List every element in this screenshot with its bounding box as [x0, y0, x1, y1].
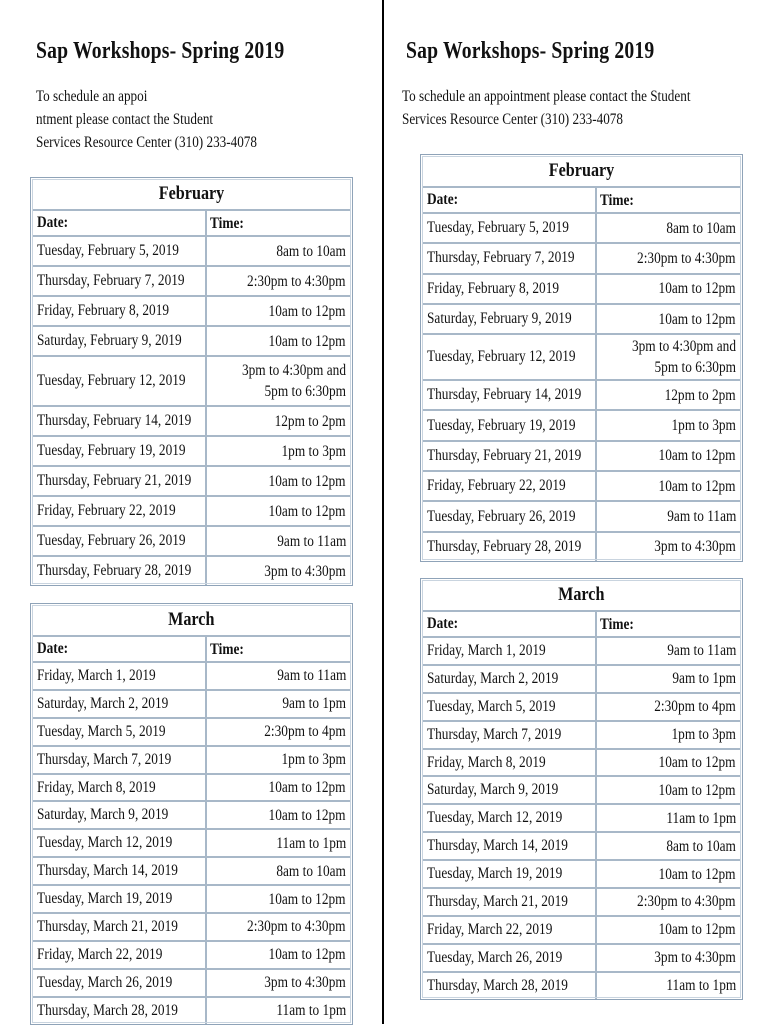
- table-title: February: [423, 155, 740, 188]
- page-divider: [382, 0, 384, 1024]
- date-cell: Friday, February 22, 2019: [33, 497, 207, 525]
- intro-line: ntment please contact the Student: [36, 111, 214, 128]
- date-cell: Thursday, February 21, 2019: [423, 442, 597, 470]
- time-cell: 10am to 12pm: [268, 302, 346, 320]
- table-row: [423, 889, 740, 917]
- intro-text: [402, 85, 690, 131]
- table-row: [33, 942, 350, 970]
- table-row: [423, 275, 740, 305]
- date-cell: Friday, March 1, 2019: [423, 638, 597, 664]
- table-row: [33, 297, 350, 327]
- date-cell: Friday, February 8, 2019: [33, 297, 207, 325]
- time-header: Time:: [210, 640, 244, 658]
- table-row: [33, 858, 350, 886]
- table-row: [33, 691, 350, 719]
- date-cell: Tuesday, February 19, 2019: [33, 437, 207, 465]
- table-row: [423, 973, 740, 999]
- date-cell: Thursday, February 7, 2019: [33, 267, 207, 295]
- time-cell: 1pm to 3pm: [671, 417, 736, 435]
- table-row: [423, 638, 740, 666]
- date-cell: Tuesday, February 12, 2019: [423, 335, 597, 379]
- table-row: [423, 833, 740, 861]
- date-cell: Saturday, February 9, 2019: [33, 327, 207, 355]
- time-cell: 10am to 12pm: [658, 865, 736, 883]
- time-line: 5pm to 6:30pm: [654, 359, 736, 377]
- time-cell: 3pm to 4:30pm: [654, 949, 736, 967]
- intro-text: [36, 85, 257, 154]
- date-cell: Tuesday, March 26, 2019: [33, 970, 207, 996]
- time-line: 3pm to 4:30pm and: [241, 362, 346, 379]
- date-cell: Saturday, February 9, 2019: [423, 305, 597, 333]
- date-cell: Thursday, March 7, 2019: [423, 722, 597, 748]
- date-header: Date:: [423, 612, 597, 636]
- table-row: [33, 663, 350, 691]
- table-row: [33, 437, 350, 467]
- table-row: [33, 775, 350, 803]
- time-header: Time:: [210, 214, 244, 232]
- time-cell: 9am to 11am: [276, 667, 346, 685]
- march-table: [30, 603, 353, 1025]
- table-row: [423, 472, 740, 502]
- time-cell: 10am to 12pm: [658, 447, 736, 465]
- date-cell: Thursday, March 21, 2019: [33, 914, 207, 940]
- table-title: March: [423, 579, 740, 612]
- time-cell: 2:30pm to 4pm: [654, 698, 736, 716]
- time-cell: 10am to 12pm: [268, 890, 346, 908]
- time-cell: 11am to 1pm: [666, 977, 736, 995]
- date-cell: Friday, March 22, 2019: [33, 942, 207, 968]
- intro-line: To schedule an appoi: [36, 88, 148, 105]
- table-row: [33, 802, 350, 830]
- time-cell: 10am to 12pm: [658, 754, 736, 771]
- table-row: [33, 267, 350, 297]
- date-cell: Thursday, February 14, 2019: [33, 407, 207, 435]
- date-cell: Thursday, February 28, 2019: [33, 557, 207, 585]
- time-cell: 8am to 10am: [666, 837, 736, 855]
- date-cell: Tuesday, March 5, 2019: [33, 719, 207, 745]
- time-cell: [207, 357, 350, 405]
- date-cell: Friday, March 22, 2019: [423, 917, 597, 943]
- table-row: [423, 861, 740, 889]
- time-cell: 10am to 12pm: [658, 310, 736, 328]
- time-line: 5pm to 6:30pm: [264, 383, 346, 400]
- date-cell: Friday, March 1, 2019: [33, 663, 207, 689]
- date-cell: Saturday, March 9, 2019: [423, 777, 597, 803]
- table-row: [423, 805, 740, 833]
- date-cell: Thursday, March 21, 2019: [423, 889, 597, 915]
- time-cell: 9am to 1pm: [672, 670, 736, 688]
- table-row: [33, 357, 350, 407]
- date-cell: Friday, February 22, 2019: [423, 472, 597, 500]
- table-row: [423, 945, 740, 973]
- time-cell: 1pm to 3pm: [281, 751, 346, 769]
- date-cell: Tuesday, March 19, 2019: [423, 861, 597, 887]
- time-cell: 2:30pm to 4:30pm: [247, 272, 346, 290]
- table-row: [33, 998, 350, 1024]
- table-row: [33, 407, 350, 437]
- date-header: Date:: [33, 637, 207, 661]
- table-row: [33, 970, 350, 998]
- table-title: February: [33, 178, 350, 211]
- date-cell: Tuesday, February 12, 2019: [33, 357, 207, 405]
- table-header-row: [423, 612, 740, 638]
- table-row: [423, 411, 740, 441]
- time-cell: 10am to 12pm: [268, 946, 346, 964]
- date-cell: Thursday, March 14, 2019: [33, 858, 207, 884]
- time-cell: 9am to 11am: [276, 532, 346, 550]
- table-row: [33, 467, 350, 497]
- date-cell: Tuesday, March 19, 2019: [33, 886, 207, 912]
- date-cell: Tuesday, February 26, 2019: [423, 502, 597, 530]
- date-header: Date:: [423, 188, 597, 212]
- time-cell: 10am to 12pm: [658, 921, 736, 939]
- date-header: Date:: [33, 211, 207, 235]
- table-row: [423, 722, 740, 750]
- table-row: [33, 830, 350, 858]
- table-row: [423, 777, 740, 805]
- time-cell: 2:30pm to 4pm: [264, 723, 346, 741]
- date-cell: Tuesday, February 26, 2019: [33, 527, 207, 555]
- time-cell: 11am to 1pm: [276, 1002, 346, 1020]
- time-cell: 9am to 11am: [666, 642, 736, 660]
- table-row: [423, 502, 740, 532]
- time-cell: 12pm to 2pm: [274, 412, 346, 430]
- table-row: [33, 237, 350, 267]
- table-row: [423, 750, 740, 778]
- intro-line: Services Resource Center (310) 233-4078: [36, 134, 257, 151]
- date-cell: Saturday, March 9, 2019: [33, 802, 207, 828]
- february-table: [30, 177, 353, 586]
- date-cell: Saturday, March 2, 2019: [423, 666, 597, 692]
- table-row: [423, 381, 740, 411]
- intro-line: To schedule an appointment please contact the Student: [402, 88, 691, 105]
- march-table: [420, 578, 743, 1000]
- time-cell: 8am to 10am: [276, 862, 346, 880]
- time-cell: 8am to 10am: [276, 242, 346, 260]
- table-row: [33, 914, 350, 942]
- time-cell: 10am to 12pm: [658, 280, 736, 298]
- time-cell: 3pm to 4:30pm: [264, 562, 346, 580]
- time-cell: 10am to 12pm: [268, 502, 346, 520]
- date-cell: Friday, March 8, 2019: [33, 775, 207, 801]
- time-cell: 3pm to 4:30pm: [654, 538, 736, 556]
- table-row: [33, 747, 350, 775]
- time-cell: 2:30pm to 4:30pm: [247, 918, 346, 936]
- date-cell: Thursday, March 28, 2019: [33, 998, 207, 1024]
- date-cell: Friday, March 8, 2019: [423, 750, 597, 776]
- table-row: [423, 244, 740, 274]
- date-cell: Friday, February 8, 2019: [423, 275, 597, 303]
- table-row: [423, 305, 740, 335]
- date-cell: Thursday, February 28, 2019: [423, 533, 597, 561]
- page-title: Sap Workshops- Spring 2019: [36, 38, 285, 64]
- february-table: [420, 154, 743, 562]
- table-header-row: [423, 188, 740, 214]
- date-cell: Thursday, February 21, 2019: [33, 467, 207, 495]
- date-cell: Tuesday, March 12, 2019: [423, 805, 597, 831]
- time-cell: 10am to 12pm: [268, 779, 346, 796]
- date-cell: Tuesday, February 5, 2019: [33, 237, 207, 265]
- table-row: [423, 694, 740, 722]
- time-cell: 10am to 12pm: [268, 472, 346, 490]
- table-row: [33, 327, 350, 357]
- table-row: [423, 666, 740, 694]
- table-row: [423, 335, 740, 381]
- date-cell: Tuesday, March 26, 2019: [423, 945, 597, 971]
- time-line: 3pm to 4:30pm and: [631, 338, 736, 356]
- time-header: Time:: [600, 191, 634, 209]
- time-cell: 2:30pm to 4:30pm: [637, 249, 736, 267]
- table-row: [423, 533, 740, 561]
- table-title: March: [33, 604, 350, 637]
- time-cell: 10am to 12pm: [658, 477, 736, 495]
- time-cell: 11am to 1pm: [276, 834, 346, 852]
- time-cell: 12pm to 2pm: [664, 386, 736, 404]
- table-row: [33, 497, 350, 527]
- time-cell: [597, 335, 740, 379]
- time-cell: 2:30pm to 4:30pm: [637, 893, 736, 911]
- date-cell: Thursday, February 7, 2019: [423, 244, 597, 272]
- table-row: [423, 214, 740, 244]
- time-cell: 10am to 12pm: [268, 332, 346, 350]
- time-cell: 1pm to 3pm: [671, 726, 736, 744]
- table-row: [33, 557, 350, 585]
- date-cell: Tuesday, March 5, 2019: [423, 694, 597, 720]
- date-cell: Tuesday, March 12, 2019: [33, 830, 207, 856]
- table-row: [33, 527, 350, 557]
- date-cell: Thursday, March 7, 2019: [33, 747, 207, 773]
- table-row: [423, 917, 740, 945]
- time-cell: 11am to 1pm: [666, 809, 736, 827]
- table-row: [423, 442, 740, 472]
- intro-line: Services Resource Center (310) 233-4078: [402, 111, 623, 128]
- date-cell: Thursday, March 28, 2019: [423, 973, 597, 999]
- table-header-row: [33, 211, 350, 237]
- time-header: Time:: [600, 615, 634, 633]
- table-header-row: [33, 637, 350, 663]
- date-cell: Tuesday, February 5, 2019: [423, 214, 597, 242]
- time-cell: 3pm to 4:30pm: [264, 974, 346, 992]
- table-row: [33, 719, 350, 747]
- date-cell: Tuesday, February 19, 2019: [423, 411, 597, 439]
- time-cell: 10am to 12pm: [658, 781, 736, 799]
- date-cell: Thursday, March 14, 2019: [423, 833, 597, 859]
- time-cell: 9am to 1pm: [282, 695, 346, 713]
- time-cell: 9am to 11am: [666, 508, 736, 526]
- time-cell: 1pm to 3pm: [281, 442, 346, 460]
- date-cell: Saturday, March 2, 2019: [33, 691, 207, 717]
- time-cell: 10am to 12pm: [268, 806, 346, 824]
- table-row: [33, 886, 350, 914]
- date-cell: Thursday, February 14, 2019: [423, 381, 597, 409]
- page-title: Sap Workshops- Spring 2019: [406, 38, 655, 64]
- time-cell: 8am to 10am: [666, 219, 736, 237]
